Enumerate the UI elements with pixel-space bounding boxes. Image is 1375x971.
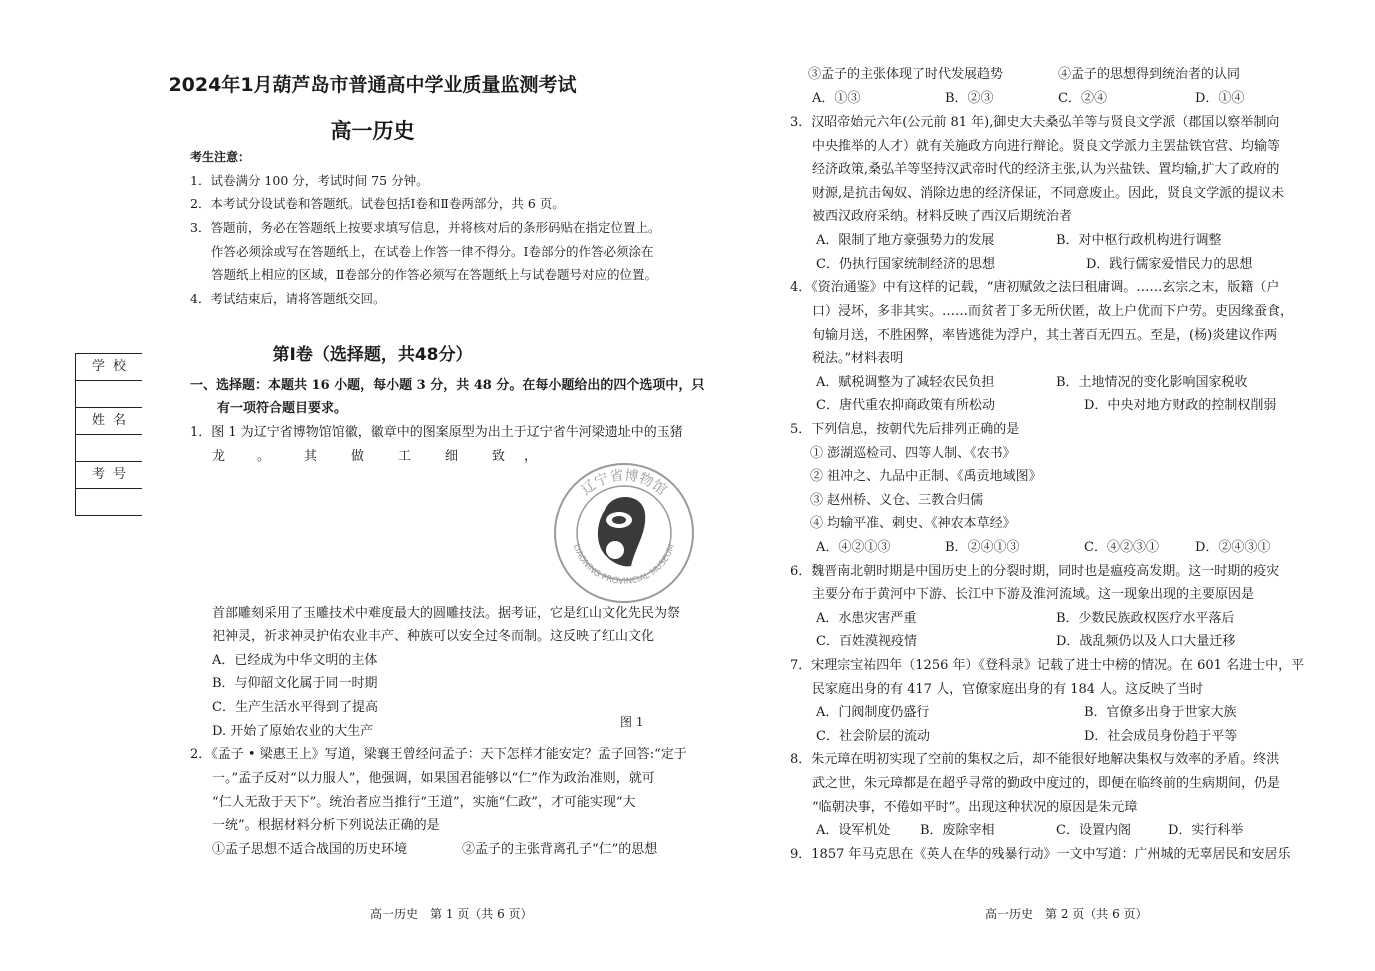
question-6-option-d[interactable]: D．战乱频仍以及人口大量迁移 <box>1056 634 1236 649</box>
question-4-option-c[interactable]: C．唐代重农抑商政策有所松动 <box>816 398 995 413</box>
question-3-stem: 3．汉昭帝始元六年(公元前 81 年),御史大夫桑弘羊等与贤良文学派（郡国以察举制向 <box>790 115 1280 130</box>
char: 龙 <box>212 449 226 464</box>
question-5-item: ④ 均输平准、剌史、《神农本草经》 <box>810 516 1016 531</box>
question-2-statement-3: ③孟子的主张体现了时代发展趋势 <box>808 67 1004 82</box>
question-4-text: 口）浸坏，多非其实。……而贫者丁多无所伏匿，故上户优而下户劳。吏因缘蚕食， <box>812 304 1294 319</box>
question-8-option-a[interactable]: A．设军机处 <box>816 823 891 838</box>
question-3-text: 财源,是抗击匈奴、消除边患的经济保证，不同意废止。因此，贤良文学派的提议未 <box>812 186 1285 201</box>
question-1-stem: 1．图 1 为辽宁省博物馆馆徽，徽章中的图案原型为出土于辽宁省牛河梁遗址中的玉猪 <box>190 425 683 440</box>
question-5-item: ② 祖冲之、九品中正制、《禹贡地域图》 <box>810 469 1042 484</box>
instruction-line-1: 一、选择题：本题共 16 小题，每小题 3 分，共 48 分。在每小题给出的四个选项中，只 <box>190 378 705 393</box>
question-9-stem: 9．1857 年马克思在《英人在华的残暴行动》一文中写道：广州城的无辜居民和安居乐 <box>790 847 1291 862</box>
number-label: 考号 <box>76 461 142 488</box>
question-3-text: 被西汉政府采纳。材料反映了西汉后期统治者 <box>812 209 1073 224</box>
question-7-option-b[interactable]: B．官僚多出身于世家大族 <box>1084 705 1237 720</box>
question-2-text: 一。”孟子反对“以力服人”，他强调，如果国君能够以“仁”作为政治准则，就可 <box>212 771 655 786</box>
seal-text-bottom: LIAONING PROVINCIAL MUSEUM <box>570 542 678 587</box>
question-8-text: “临朝决事，不倦如平时”。出现这种状况的原因是朱元璋 <box>812 800 1138 815</box>
question-4-option-b[interactable]: B．土地情况的变化影响国家税收 <box>1056 375 1248 390</box>
notice-line: 3．答题前，务必在答题纸上按要求填写信息，并将核对后的条形码贴在指定位置上。 <box>190 220 661 235</box>
notice-line: 2．本考试分设试卷和答题纸。试卷包括Ⅰ卷和Ⅱ卷两部分，共 6 页。 <box>190 196 565 211</box>
name-label: 姓名 <box>76 407 142 434</box>
question-2-option-d[interactable]: D．①④ <box>1195 91 1245 106</box>
question-5-option-c[interactable]: C．④②③① <box>1084 540 1159 555</box>
question-6-option-c[interactable]: C．百姓漠视疫情 <box>816 634 917 649</box>
question-5-item: ① 澎湖巡检司、四等人制、《农书》 <box>810 446 1016 461</box>
question-1-option-d[interactable]: D. 开始了原始农业的大生产 <box>212 724 374 739</box>
question-7-option-d[interactable]: D．社会成员身份趋于平等 <box>1084 729 1238 744</box>
question-6-option-a[interactable]: A．水患灾害严重 <box>816 611 917 626</box>
question-2-statement-2: ②孟子的主张背离孔子“仁”的思想 <box>462 842 658 857</box>
notice-heading: 考生注意： <box>190 150 251 164</box>
question-1-text: 祀神灵，祈求神灵护佑农业丰产、种族可以安全过冬而制。这反映了红山文化 <box>212 629 655 644</box>
question-6-stem: 6．魏晋南北朝时期是中国历史上的分裂时期，同时也是瘟疫高发期。这一时期的疫灾 <box>790 564 1280 579</box>
question-2-text: “仁人无敌于天下”。统治者应当推行“王道”，实施“仁政”，才可能实现“大 <box>212 795 636 810</box>
question-2-statement-4: ④孟子的思想得到统治者的认同 <box>1058 67 1241 82</box>
question-2-option-b[interactable]: B．②③ <box>945 91 994 106</box>
question-3-option-c[interactable]: C．仍执行国家统制经济的思想 <box>816 257 995 272</box>
name-blank <box>76 434 142 461</box>
question-7-option-c[interactable]: C．社会阶层的流动 <box>816 729 930 744</box>
char: 做 <box>351 449 365 464</box>
notice-line: 作答必须涂或写在答题纸上，在试卷上作答一律不得分。Ⅰ卷部分的作答必须涂在 <box>211 244 654 259</box>
question-1-option-c[interactable]: C．生产生活水平得到了提高 <box>212 700 378 715</box>
question-5-option-a[interactable]: A．④②①③ <box>816 540 891 555</box>
question-6-option-b[interactable]: B．少数民族政权医疗水平落后 <box>1056 611 1235 626</box>
question-2-stem: 2．《孟子 • 梁惠王上》写道，梁襄王曾经问孟子：天下怎样才能安定？孟子回答:“定于 <box>190 747 687 762</box>
question-4-text: 旬输月送，不胜困弊，率皆逃徙为浮户，其土著百无四五。至是，(杨)炎建议作两 <box>812 328 1278 343</box>
page-footer: 高一历史 第 1 页（共 6 页） <box>370 907 533 921</box>
section-title: 第Ⅰ卷（选择题，共48分） <box>272 345 473 365</box>
question-8-option-b[interactable]: B．废除宰相 <box>920 823 995 838</box>
school-label: 学校 <box>76 353 142 380</box>
char: 工 <box>398 449 412 464</box>
question-4-option-a[interactable]: A．赋税调整为了减轻农民负担 <box>816 375 995 390</box>
question-4-option-d[interactable]: D．中央对地方财政的控制权削弱 <box>1084 398 1277 413</box>
question-8-stem: 8．朱元璋在明初实现了空前的集权之后，却不能很好地解决集权与效率的矛盾。终洪 <box>790 752 1280 767</box>
page-2 <box>770 0 1370 971</box>
question-1-text: 首部雕刻采用了玉雕技术中难度最大的圆雕技法。据考证，它是红山文化先民为祭 <box>212 606 681 621</box>
question-7-text: 民家庭出身的有 417 人，官僚家庭出身的有 184 人。这反映了当时 <box>812 682 1204 697</box>
question-2-option-a[interactable]: A．①③ <box>812 91 861 106</box>
figure-label: 图 1 <box>620 715 644 729</box>
instruction-line-2: 有一项符合题目要求。 <box>217 401 348 416</box>
question-2-text: 一统”。根据材料分析下列说法正确的是 <box>212 818 440 833</box>
char: ， <box>524 449 538 464</box>
question-7-stem: 7．宋理宗宝祐四年（1256 年）《登科录》记载了进士中榜的情况。在 601 名进士中，平 <box>790 658 1305 673</box>
question-7-option-a[interactable]: A．门阀制度仍盛行 <box>816 705 930 720</box>
question-5-stem: 5．下列信息，按朝代先后排列正确的是 <box>790 422 1020 437</box>
question-5-option-b[interactable]: B．②④①③ <box>945 540 1020 555</box>
question-6-text: 主要分布于黄河中下游、长江中下游及淮河流域。这一现象出现的主要原因是 <box>812 587 1255 602</box>
binding-info-box <box>75 353 142 516</box>
question-4-stem: 4．《资治通鉴》中有这样的记载，“唐初赋敛之法曰租庸调。……玄宗之末，版籍（户 <box>790 280 1280 295</box>
museum-emblem-image <box>553 462 695 604</box>
char: 细 <box>445 449 459 464</box>
question-5-option-d[interactable]: D．②④③① <box>1195 540 1271 555</box>
question-3-text: 中央推举的人才）就有关施政方向进行辩论。贤良文学派力主罢盐铁官营、均输等 <box>812 139 1281 154</box>
notice-line: 答题纸上相应的区域，Ⅱ卷部分的作答必须写在答题纸上与试卷题号对应的位置。 <box>211 267 657 282</box>
question-3-text: 经济政策,桑弘羊等坚持汉武帝时代的经济主张,认为兴盐铁、置均输,扩大了政府的 <box>812 162 1280 177</box>
question-4-text: 税法。”材料表明 <box>812 351 904 366</box>
question-3-option-b[interactable]: B．对中枢行政机构进行调整 <box>1056 233 1222 248</box>
question-8-option-c[interactable]: C．设置内阁 <box>1056 823 1131 838</box>
question-5-item: ③ 赵州桥、义仓、三教合归儒 <box>810 493 984 508</box>
question-3-option-d[interactable]: D．践行儒家爱惜民力的思想 <box>1086 257 1253 272</box>
jade-dragon-icon <box>598 497 645 566</box>
question-8-text: 武之世，朱元璋都是在超乎寻常的勤政中度过的，即便在临终前的生病期间，仍是 <box>812 776 1281 791</box>
char: 其 <box>304 449 318 464</box>
question-3-option-a[interactable]: A．限制了地方豪强势力的发展 <box>816 233 995 248</box>
question-2-option-c[interactable]: C．②④ <box>1058 91 1107 106</box>
question-1-option-b[interactable]: B．与仰韶文化属于同一时期 <box>212 676 378 691</box>
subject-title: 高一历史 <box>330 119 415 143</box>
question-1-option-a[interactable]: A．已经成为中华文明的主体 <box>212 653 378 668</box>
question-8-option-d[interactable]: D．实行科举 <box>1168 823 1244 838</box>
notice-line: 4．考试结束后，请将答题纸交回。 <box>190 291 386 306</box>
page-footer: 高一历史 第 2 页（共 6 页） <box>985 907 1148 921</box>
school-blank <box>76 380 142 407</box>
notice-line: 1．试卷满分 100 分，考试时间 75 分钟。 <box>190 173 429 188</box>
number-blank <box>76 488 142 516</box>
question-2-statement-1: ①孟子思想不适合战国的历史环境 <box>212 842 408 857</box>
char: 。 <box>257 449 271 464</box>
char: 致 <box>492 449 506 464</box>
exam-title: 2024年1月葫芦岛市普通高中学业质量监测考试 <box>168 74 577 96</box>
seal-text-top: 辽宁省博物馆 <box>578 467 670 499</box>
